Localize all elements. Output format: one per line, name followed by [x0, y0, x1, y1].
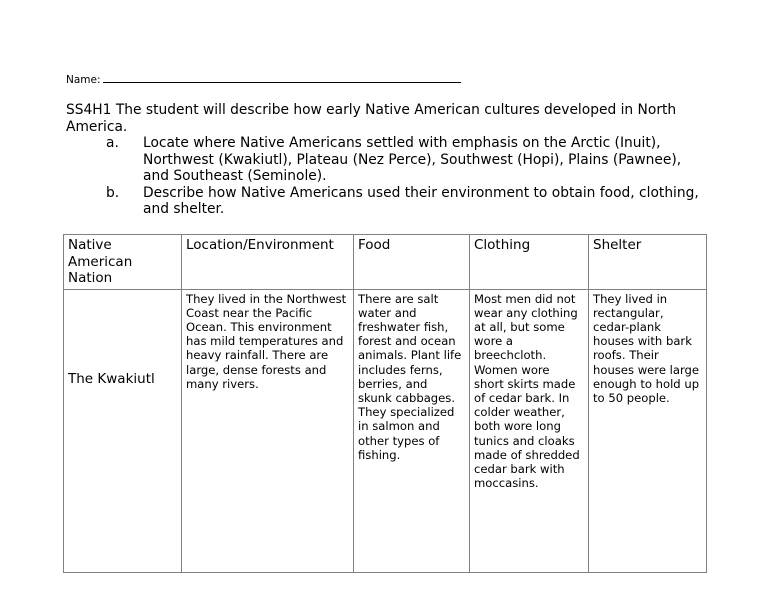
standard-item-marker: a.: [106, 135, 119, 151]
nation-name: The Kwakiutl: [68, 370, 155, 387]
header-nation: Native American Nation: [64, 235, 182, 290]
standard-description: [66, 102, 706, 218]
header-food: Food: [354, 235, 470, 290]
cell-location: They lived in the Northwest Coast near the Pacific Ocean. This environment has mild temperatures and heavy rainfall. There are large, dense forests and many rivers.: [182, 289, 354, 572]
native-american-table: [63, 234, 707, 573]
cell-food: There are salt water and freshwater fish, forest and ocean animals. Plant life includes ferns, berries, and skunk cabbages. They specialized in salmon and other types of fishing.: [354, 289, 470, 572]
name-field: [66, 71, 461, 87]
standard-item-text: Locate where Native Americans settled with emphasis on the Arctic (Inuit), Northwest (Kwakiutl), Plateau (Nez Perce), Southwest (Hopi), Plains (Pawnee), and Southeast (Seminole).: [143, 135, 682, 184]
standard-items: [66, 135, 706, 218]
header-shelter: Shelter: [589, 235, 707, 290]
standard-item-marker: b.: [106, 184, 120, 201]
table-header-row: [64, 235, 707, 290]
name-label: Name:: [66, 74, 101, 86]
table-row: [64, 289, 707, 572]
cell-nation: [64, 289, 182, 572]
header-clothing: Clothing: [470, 235, 589, 290]
standard-item-text: Describe how Native Americans used their environment to obtain food, clothing, and shelter.: [143, 184, 699, 217]
standard-item: [66, 135, 706, 185]
cell-shelter: They lived in rectangular, cedar-plank houses with bark roofs. Their houses were large enough to hold up to 50 people.: [589, 289, 707, 572]
standard-intro: SS4H1 The student will describe how early Native American cultures developed in North America.: [66, 102, 677, 135]
standard-item: [66, 185, 706, 218]
name-blank-line[interactable]: [103, 71, 461, 83]
header-location: Location/Environment: [182, 235, 354, 290]
cell-clothing: Most men did not wear any clothing at all, but some wore a breechcloth. Women wore short skirts made of cedar bark. In colder weather, both wore long tunics and cloaks made of shredded cedar bark with moccasins.: [470, 289, 589, 572]
